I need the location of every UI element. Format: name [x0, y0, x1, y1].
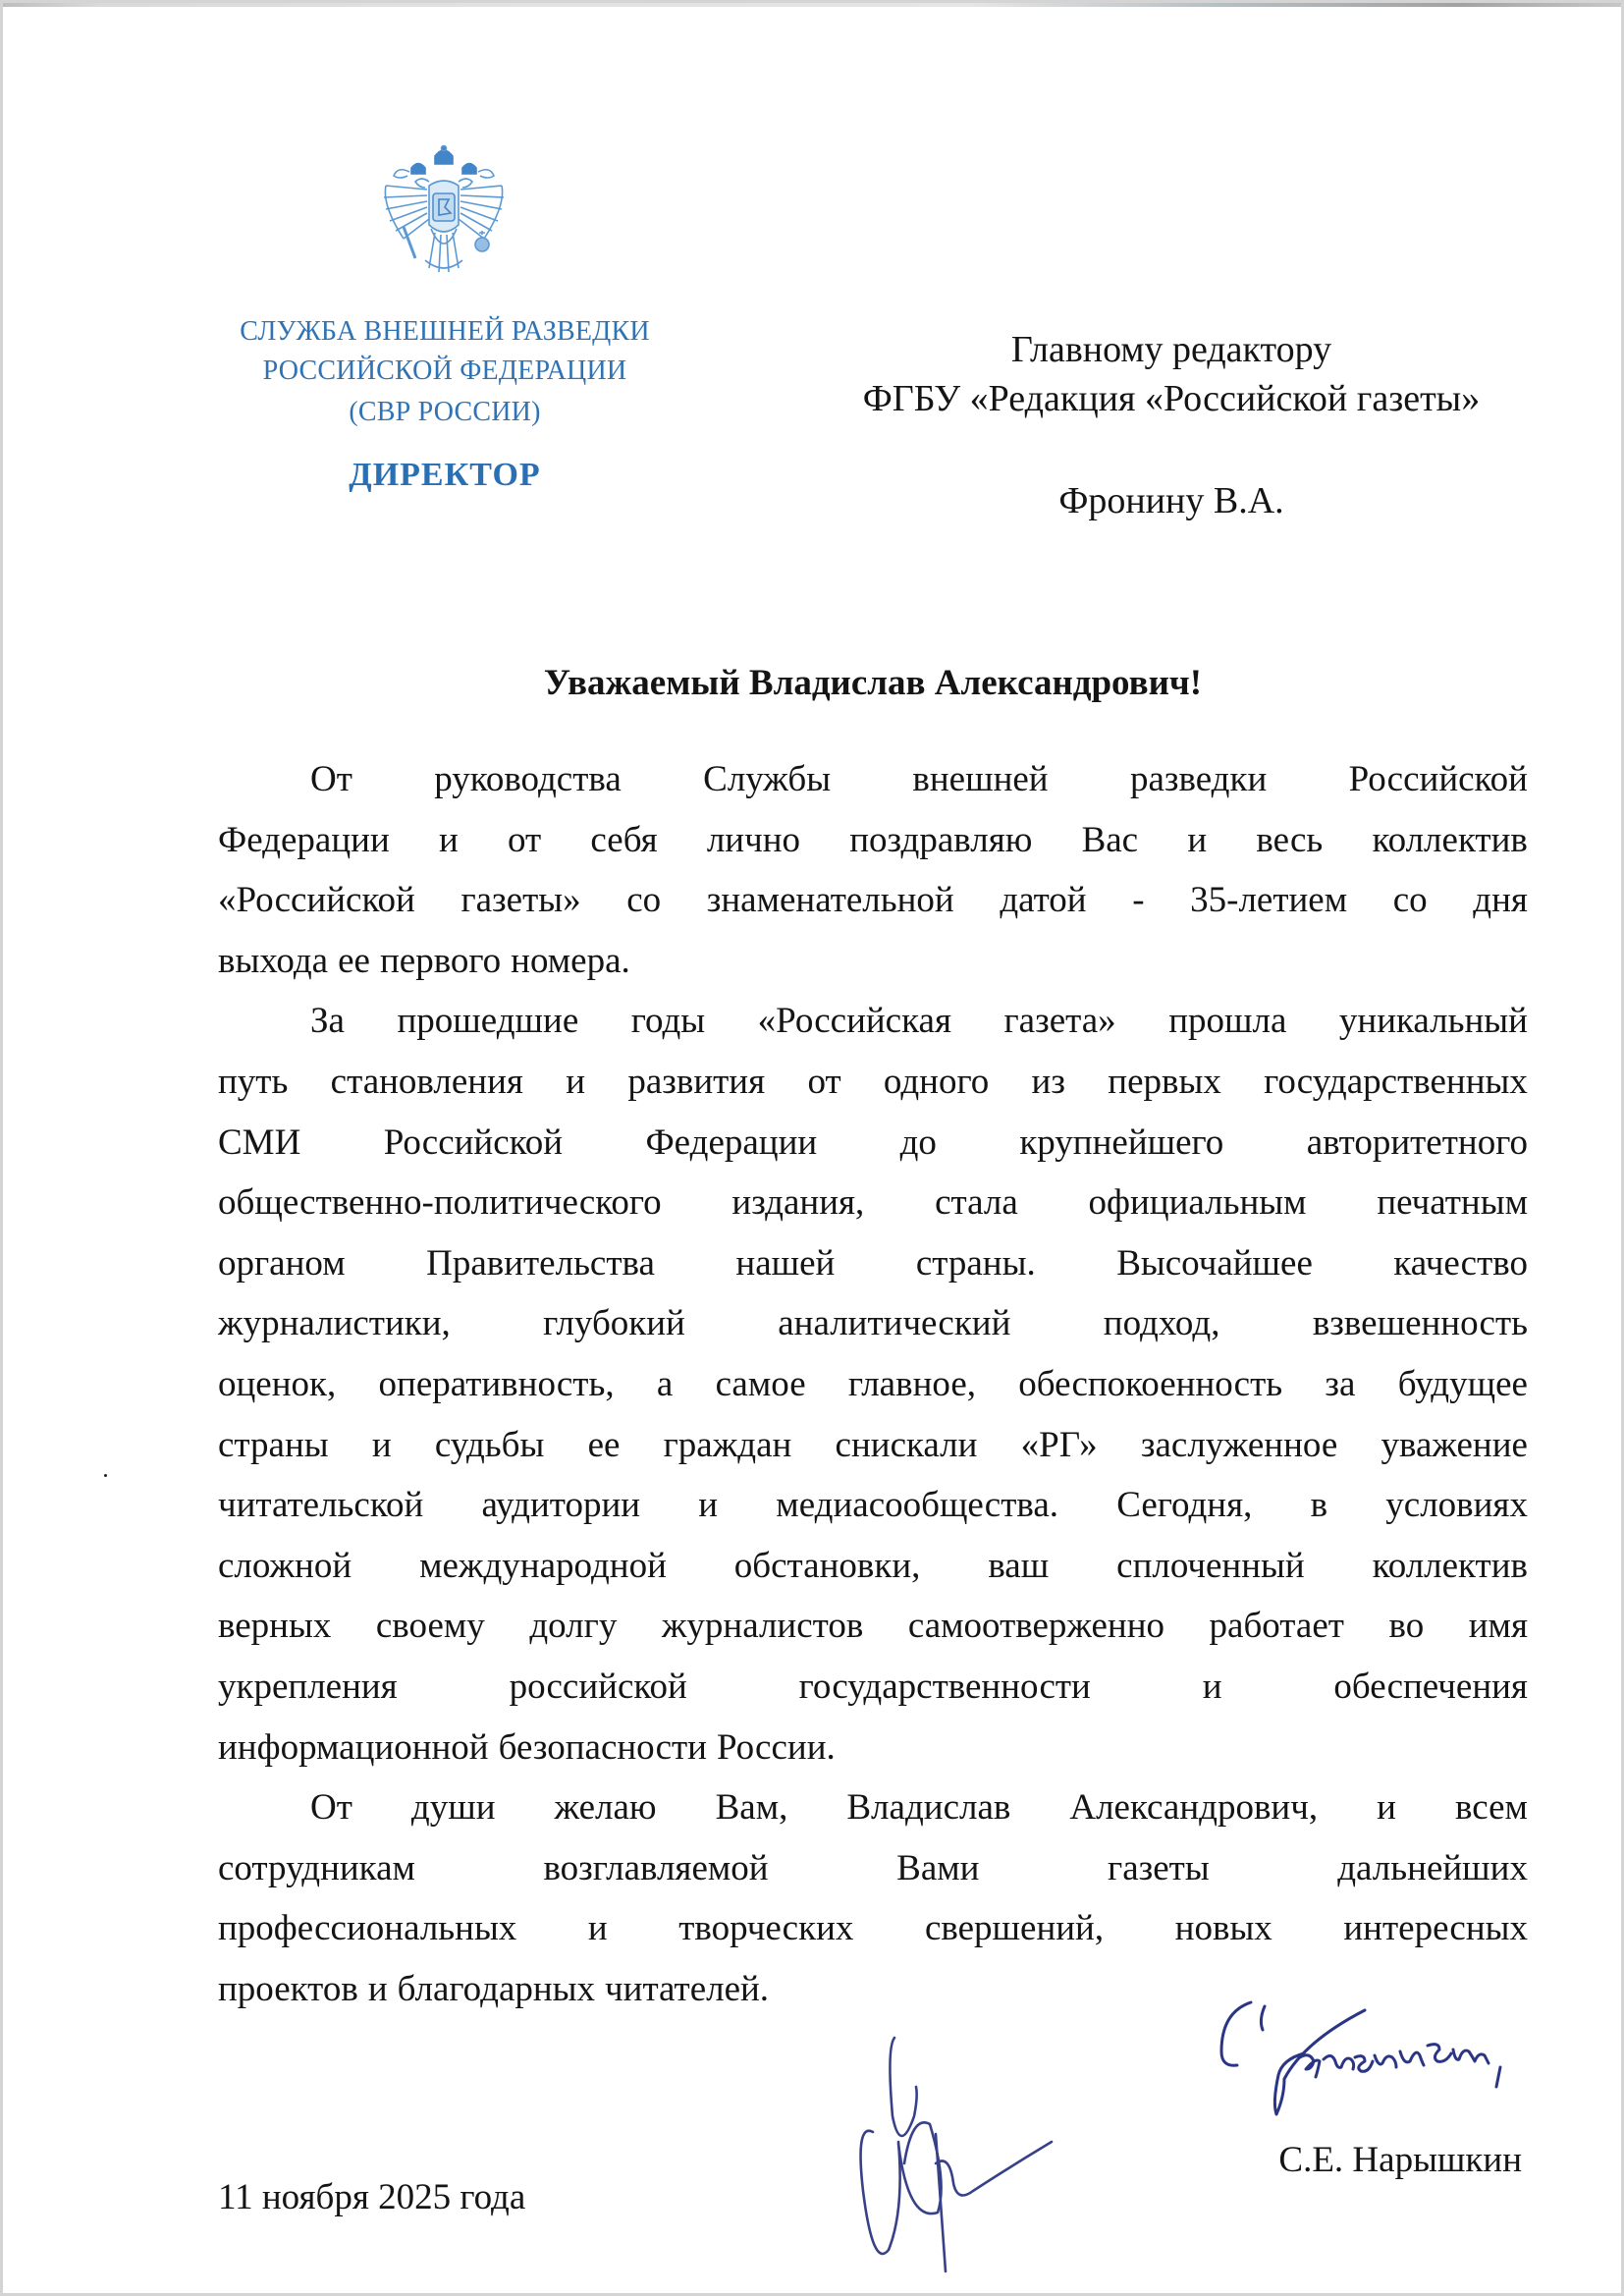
body-text-words	[218, 876, 1528, 925]
signer-name: С.Е. Нарышкин	[1278, 2140, 1522, 2180]
recipient-name: Фронину В.А.	[1058, 480, 1284, 521]
word: читательской	[218, 1485, 424, 1526]
word: датой	[1000, 880, 1087, 921]
body-text-line	[218, 937, 1528, 986]
word: работает	[1209, 1606, 1344, 1647]
word: прошла	[1168, 1001, 1287, 1042]
word: печатным	[1377, 1182, 1528, 1224]
word: уникальный	[1338, 1001, 1528, 1042]
word: журналистов	[661, 1606, 864, 1647]
word: крупнейшего	[1019, 1121, 1224, 1163]
word: и	[587, 1908, 608, 1949]
word: международной	[419, 1545, 667, 1586]
word: долгу	[529, 1606, 618, 1647]
word: души	[410, 1787, 496, 1829]
word: коллектив	[1372, 1545, 1528, 1586]
word: возглавляемой	[543, 1847, 769, 1888]
word: «РГ»	[1020, 1424, 1098, 1465]
body-text-words	[310, 1783, 1528, 1832]
word: самоотверженно	[907, 1606, 1165, 1647]
word: аудитории	[481, 1485, 641, 1526]
word: своему	[375, 1606, 485, 1647]
body-text-line	[218, 1602, 1528, 1651]
word: сложной	[218, 1545, 352, 1586]
word: а	[656, 1364, 674, 1404]
body-text-words	[218, 1481, 1528, 1530]
word: за	[1325, 1364, 1356, 1404]
org-name-line: СЛУЖБА ВНЕШНЕЙ РАЗВЕДКИ	[240, 316, 650, 347]
word: государственности	[798, 1667, 1091, 1707]
word: оценок,	[218, 1364, 337, 1404]
scan-speck	[104, 1474, 107, 1477]
word: номера.	[511, 940, 630, 981]
body-text-words	[218, 1239, 1528, 1288]
word: от	[807, 1062, 841, 1102]
word: Федерации	[645, 1121, 818, 1163]
word: весь	[1256, 819, 1324, 860]
word: интересных	[1343, 1908, 1528, 1949]
body-text-line	[218, 1119, 1528, 1168]
word: свершений,	[924, 1908, 1105, 1949]
word: заслуженное	[1140, 1424, 1338, 1465]
body-text-line	[218, 1360, 1528, 1409]
word: дальнейших	[1337, 1847, 1528, 1888]
word: поздравляю	[849, 819, 1033, 860]
word: ее	[587, 1424, 621, 1465]
body-text-words	[218, 1542, 1528, 1591]
word: официальным	[1088, 1182, 1307, 1224]
word: «Российская	[757, 1001, 951, 1042]
word: до	[899, 1121, 937, 1163]
word: разведки	[1129, 759, 1268, 799]
body-text-line	[218, 1421, 1528, 1470]
word: и	[438, 819, 459, 860]
sender-position-title: ДИРЕКТОР	[349, 457, 541, 493]
word: «Российской	[218, 880, 415, 921]
word: медиасообщества.	[776, 1485, 1059, 1526]
word: взвешенность	[1312, 1303, 1528, 1344]
body-text-words	[218, 1178, 1528, 1228]
word: выхода	[218, 940, 329, 981]
word: и	[1187, 819, 1208, 860]
body-text-words	[218, 1723, 1528, 1773]
word: новых	[1174, 1908, 1272, 1949]
word: путь	[218, 1062, 289, 1102]
word: аналитический	[778, 1303, 1011, 1344]
word: сотрудникам	[218, 1847, 415, 1888]
word: обстановки,	[733, 1545, 921, 1586]
word: развития	[627, 1062, 766, 1102]
word: -	[1132, 880, 1145, 921]
word: качество	[1393, 1242, 1528, 1284]
word: страны	[218, 1424, 329, 1465]
body-text-line	[218, 1058, 1528, 1107]
word: имя	[1468, 1606, 1528, 1647]
word: подход,	[1103, 1303, 1220, 1344]
org-abbrev: (СВР РОССИИ)	[349, 397, 541, 427]
handwritten-regards-icon	[1206, 1996, 1598, 2124]
word: и	[367, 1969, 388, 2009]
body-text-line	[310, 755, 1528, 804]
letter-date: 11 ноября 2025 года	[218, 2177, 526, 2217]
body-text-words	[218, 1058, 1528, 1107]
word: и	[698, 1485, 719, 1526]
body-text-line	[218, 1663, 1528, 1712]
word: От	[310, 759, 352, 799]
word: Правительства	[426, 1242, 655, 1284]
recipient-position: Главному редактору	[1010, 329, 1332, 370]
word: главное,	[847, 1364, 976, 1404]
body-text-words	[310, 997, 1528, 1046]
org-name-line: РОССИЙСКОЙ ФЕДЕРАЦИИ	[262, 355, 627, 386]
word: благодарных	[397, 1969, 596, 2009]
word: от	[508, 819, 542, 860]
word: газета»	[1003, 1001, 1116, 1042]
body-text-words	[218, 937, 1528, 986]
word: Вас	[1081, 819, 1139, 860]
word: желаю	[554, 1787, 657, 1829]
signature-icon	[838, 2026, 1063, 2281]
word: самое	[715, 1364, 806, 1404]
word: коллектив	[1372, 819, 1528, 860]
word: знаменательной	[706, 880, 954, 921]
body-text-line	[218, 1723, 1528, 1773]
word: прошедшие	[397, 1001, 579, 1042]
word: сплоченный	[1116, 1545, 1305, 1586]
word: и	[371, 1424, 392, 1465]
word: общественно-политического	[218, 1182, 662, 1224]
word: годы	[630, 1001, 706, 1042]
word: Высочайшее	[1116, 1242, 1313, 1284]
word: государственных	[1264, 1062, 1528, 1102]
word: дня	[1473, 880, 1528, 921]
body-text-line	[218, 816, 1528, 865]
word: газеты»	[460, 880, 581, 921]
body-text-line	[310, 1783, 1528, 1832]
word: верных	[218, 1606, 332, 1647]
word: условиях	[1385, 1485, 1528, 1526]
word: журналистики,	[218, 1303, 451, 1344]
word: стала	[935, 1182, 1018, 1224]
body-text-words	[310, 755, 1528, 804]
word: граждан	[663, 1424, 792, 1465]
body-text-line	[218, 876, 1528, 925]
body-text-line	[218, 1239, 1528, 1288]
word: проектов	[218, 1969, 358, 2009]
word: со	[1392, 880, 1428, 921]
word: снискали	[835, 1424, 978, 1465]
word: укрепления	[218, 1667, 398, 1707]
word: Вами	[896, 1847, 980, 1888]
body-text-words	[218, 1421, 1528, 1470]
word: творческих	[678, 1908, 854, 1949]
body-text-words	[218, 816, 1528, 865]
salutation: Уважаемый Владислав Александрович!	[543, 663, 1203, 703]
word: страны.	[915, 1242, 1036, 1284]
body-text-words	[218, 1663, 1528, 1712]
body-text-line	[218, 1844, 1528, 1893]
word: газеты	[1108, 1847, 1210, 1888]
word: глубокий	[543, 1303, 685, 1344]
word: со	[626, 880, 662, 921]
body-text-line	[310, 997, 1528, 1046]
word: всем	[1454, 1787, 1528, 1829]
word: и	[1202, 1667, 1222, 1707]
word: первых	[1108, 1062, 1221, 1102]
word: обеспокоенность	[1018, 1364, 1283, 1404]
coat-of-arms-icon	[380, 142, 508, 278]
word: органом	[218, 1242, 346, 1284]
body-text-words	[218, 1119, 1528, 1168]
word: информационной	[218, 1726, 489, 1768]
word: ваш	[988, 1545, 1050, 1586]
scan-edge-shadow	[3, 3, 1621, 7]
body-text-words	[218, 1602, 1528, 1651]
body-text-words	[218, 1299, 1528, 1348]
word: СМИ	[218, 1121, 301, 1163]
word: читателей.	[605, 1969, 770, 2009]
body-text-line	[218, 1178, 1528, 1228]
word: и	[1377, 1787, 1396, 1829]
word: нашей	[735, 1242, 836, 1284]
word: Российской	[1348, 759, 1528, 799]
word: Службы	[703, 759, 832, 799]
word: судьбы	[434, 1424, 545, 1465]
word: уважение	[1380, 1424, 1528, 1465]
word: безопасности	[498, 1726, 707, 1768]
body-text-words	[218, 1904, 1528, 1953]
word: в	[1310, 1485, 1328, 1526]
recipient-organization: ФГБУ «Редакция «Российской газеты»	[862, 378, 1481, 419]
word: ее	[338, 940, 370, 981]
word: Вам,	[715, 1787, 788, 1829]
word: становления	[330, 1062, 523, 1102]
word: 35-летием	[1190, 880, 1348, 921]
body-text-words	[218, 1360, 1528, 1409]
word: авторитетного	[1306, 1121, 1528, 1163]
word: себя	[590, 819, 658, 860]
word: От	[310, 1787, 352, 1829]
word: издания,	[731, 1182, 865, 1224]
word: России.	[716, 1726, 836, 1768]
word: первого	[379, 940, 502, 981]
word: внешней	[912, 759, 1049, 799]
body-text-line	[218, 1481, 1528, 1530]
body-text-line	[218, 1542, 1528, 1591]
word: За	[310, 1001, 345, 1042]
word: оперативность,	[378, 1364, 615, 1404]
word: руководства	[434, 759, 622, 799]
word: российской	[509, 1667, 687, 1707]
word: лично	[706, 819, 801, 860]
body-text-words	[218, 1844, 1528, 1893]
body-text-line	[218, 1904, 1528, 1953]
word: профессиональных	[218, 1908, 517, 1949]
word: Федерации	[218, 819, 390, 860]
word: Сегодня,	[1116, 1485, 1253, 1526]
word: и	[566, 1062, 586, 1102]
word: Российской	[383, 1121, 564, 1163]
word: одного	[883, 1062, 990, 1102]
letter-page	[3, 3, 1621, 2293]
word: обеспечения	[1333, 1667, 1528, 1707]
word: из	[1031, 1062, 1065, 1102]
word: Александрович,	[1069, 1787, 1319, 1829]
word: Владислав	[846, 1787, 1011, 1829]
body-text-line	[218, 1299, 1528, 1348]
word: во	[1388, 1606, 1425, 1647]
word: будущее	[1397, 1364, 1528, 1404]
